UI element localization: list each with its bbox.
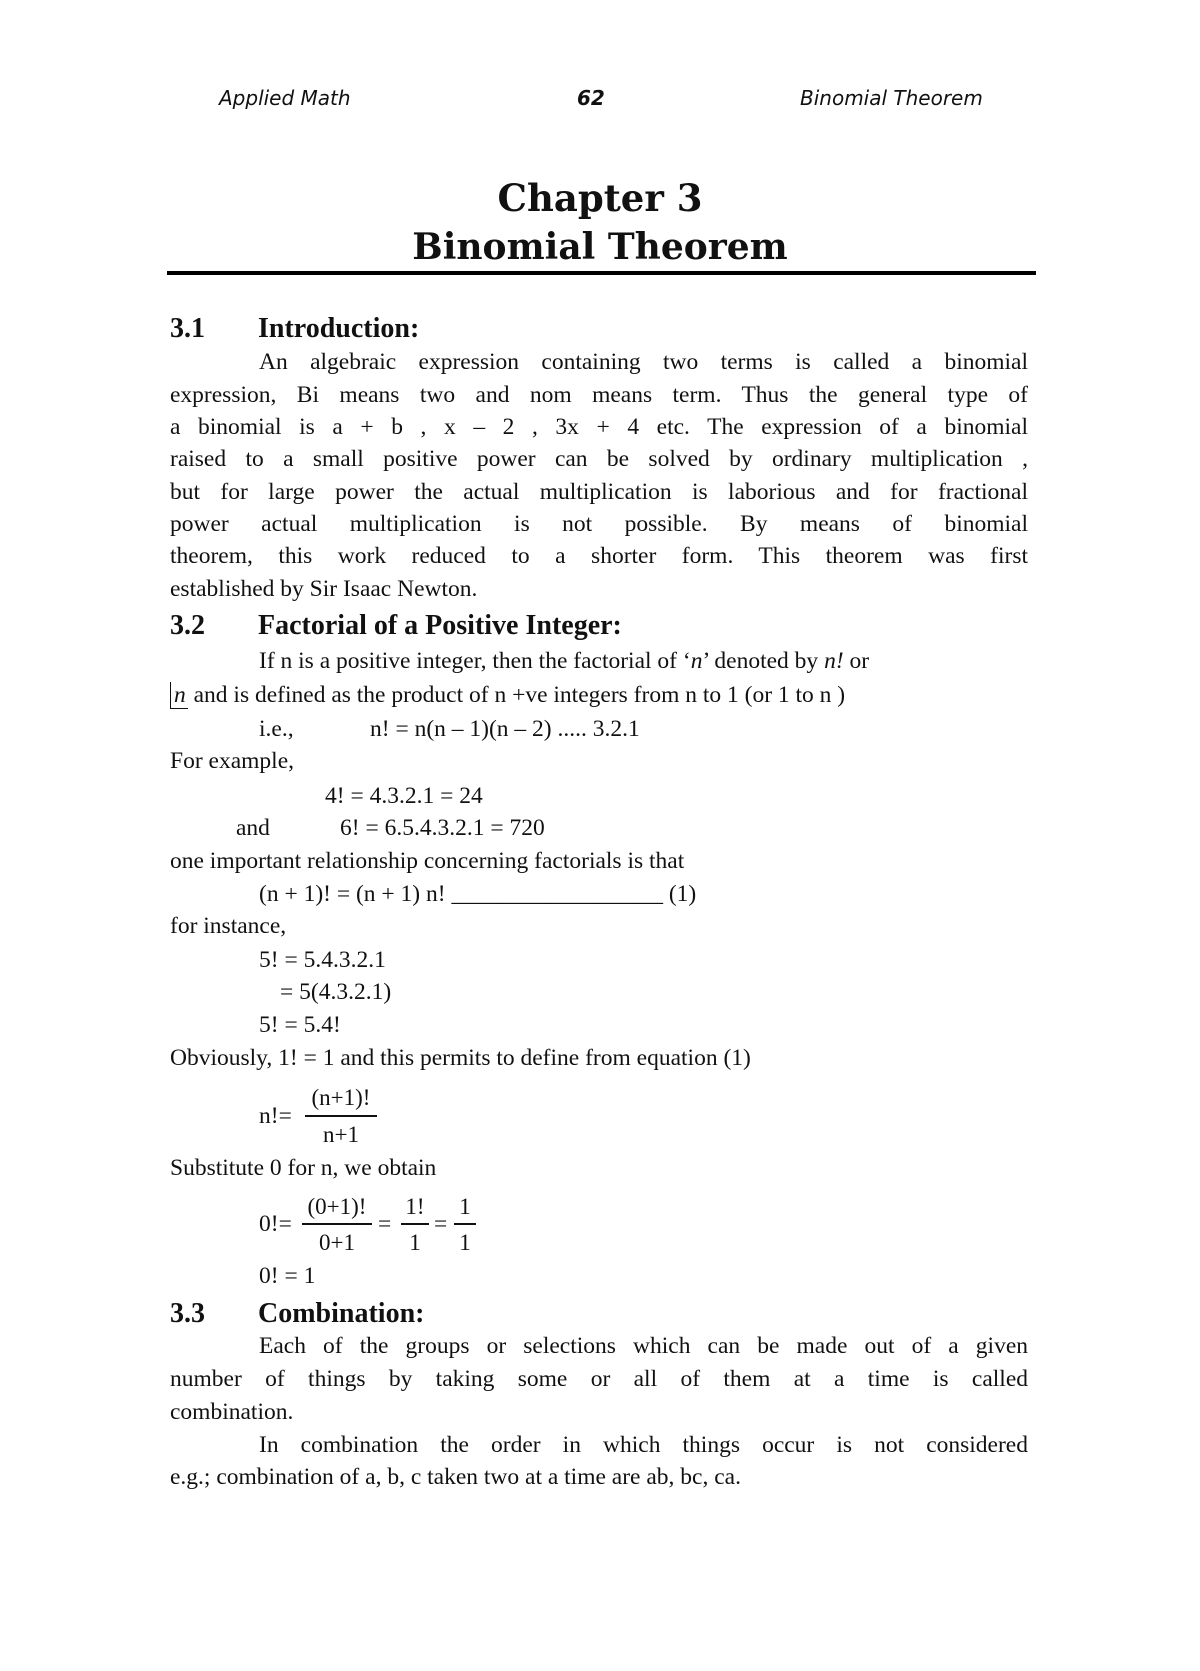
intro-line: established by Sir Isaac Newton.: [170, 576, 478, 602]
fraction-denominator: 1: [409, 1230, 421, 1255]
intro-line: power actual multiplication is not possible. By means of binomial: [170, 511, 1028, 537]
text-run: and is defined as the product of n +ve integers from n to 1 (or 1 to n ): [187, 682, 846, 708]
obviously-line: Obviously, 1! = 1 and this permits to define from equation (1): [170, 1045, 751, 1071]
intro-line: a binomial is a + b , x – 2 , 3x + 4 etc. The expression of a binomial: [170, 414, 1028, 440]
fraction-bar: [454, 1223, 476, 1225]
fraction-bar: [302, 1223, 372, 1225]
combination-line: e.g.; combination of a, b, c taken two at a time are ab, bc, ca.: [170, 1464, 741, 1490]
section-title: Combination:: [258, 1298, 425, 1329]
factorial-definition-line-1: [259, 650, 869, 674]
section-heading-3-2: [170, 610, 622, 642]
equals-sign: =: [434, 1211, 448, 1237]
title-rule: [167, 271, 1036, 275]
combination-line: number of things by taking some or all of them at a time is called: [170, 1366, 1028, 1392]
fraction-numerator: (n+1)!: [311, 1085, 371, 1110]
intro-line: but for large power the actual multiplication is laborious and for fractional: [170, 479, 1028, 505]
factorial-box-notation: n: [170, 682, 188, 709]
zero-factorial-result: 0! = 1: [259, 1263, 316, 1289]
text-run: or: [843, 648, 870, 674]
intro-line: theorem, this work reduced to a shorter form. This theorem was first: [170, 543, 1028, 569]
running-header-right: Binomial Theorem: [800, 86, 983, 110]
instance-line-2: = 5(4.3.2.1): [280, 979, 392, 1005]
and-label: and: [236, 815, 270, 841]
intro-line: raised to a small positive power can be solved by ordinary multiplication ,: [170, 446, 1028, 472]
zero-factorial-lhs: 0!=: [259, 1211, 292, 1237]
instance-line-1: 5! = 5.4.3.2.1: [259, 947, 386, 973]
text-run: If n is a positive integer, then the factorial of ‘: [259, 648, 691, 674]
section-number: 3.3: [170, 1298, 205, 1329]
equation-3-2-1: n! = n(n – 1)(n – 2) ..... 3.2.1: [370, 716, 640, 742]
example-4-factorial: 4! = 4.3.2.1 = 24: [325, 783, 483, 809]
fraction-numerator: (0+1)!: [307, 1194, 367, 1219]
fraction-bar: [305, 1115, 377, 1117]
intro-line: An algebraic expression containing two terms is called a binomial: [259, 349, 1028, 375]
fraction-numerator: 1: [459, 1194, 471, 1219]
fraction-bar: [401, 1223, 429, 1225]
fraction-denominator: 0+1: [319, 1230, 355, 1255]
fraction-denominator: n+1: [323, 1122, 359, 1147]
italic-n: n: [690, 648, 703, 674]
example-6-factorial: 6! = 6.5.4.3.2.1 = 720: [340, 815, 545, 841]
relationship-text: one important relationship concerning factorials is that: [170, 848, 685, 874]
n-factorial-lhs: n!=: [259, 1103, 292, 1129]
combination-line: In combination the order in which things occur is not considered: [259, 1432, 1028, 1458]
section-number: 3.2: [170, 610, 205, 641]
ie-label: i.e.,: [259, 716, 294, 742]
fraction-numerator: 1!: [405, 1194, 425, 1219]
equals-sign: =: [378, 1211, 392, 1237]
section-number: 3.1: [170, 313, 205, 344]
section-heading-3-1: [170, 313, 419, 345]
intro-line: expression, Bi means two and nom means term. Thus the general type of: [170, 382, 1028, 408]
for-example-label: For example,: [170, 748, 294, 774]
for-instance-label: for instance,: [170, 913, 287, 939]
section-title: Introduction:: [258, 313, 420, 344]
fraction-denominator: 1: [459, 1230, 471, 1255]
section-title: Factorial of a Positive Integer:: [258, 610, 622, 641]
section-heading-3-3: [170, 1298, 424, 1330]
italic-n-factorial: n!: [824, 648, 844, 674]
combination-line: Each of the groups or selections which can be made out of a given: [259, 1333, 1028, 1359]
text-run: ’ denoted by: [702, 648, 825, 674]
page-number: 62: [577, 86, 605, 110]
factorial-definition-line-2: [170, 684, 845, 708]
combination-line: combination.: [170, 1399, 294, 1425]
running-header-left: Applied Math: [219, 86, 351, 110]
instance-line-3: 5! = 5.4!: [259, 1012, 341, 1038]
substitute-line: Substitute 0 for n, we obtain: [170, 1155, 437, 1181]
chapter-label: Chapter 3: [497, 176, 703, 220]
chapter-title: Binomial Theorem: [412, 226, 788, 268]
relationship-equation: (n + 1)! = (n + 1) n! __________________ (1): [259, 881, 697, 907]
